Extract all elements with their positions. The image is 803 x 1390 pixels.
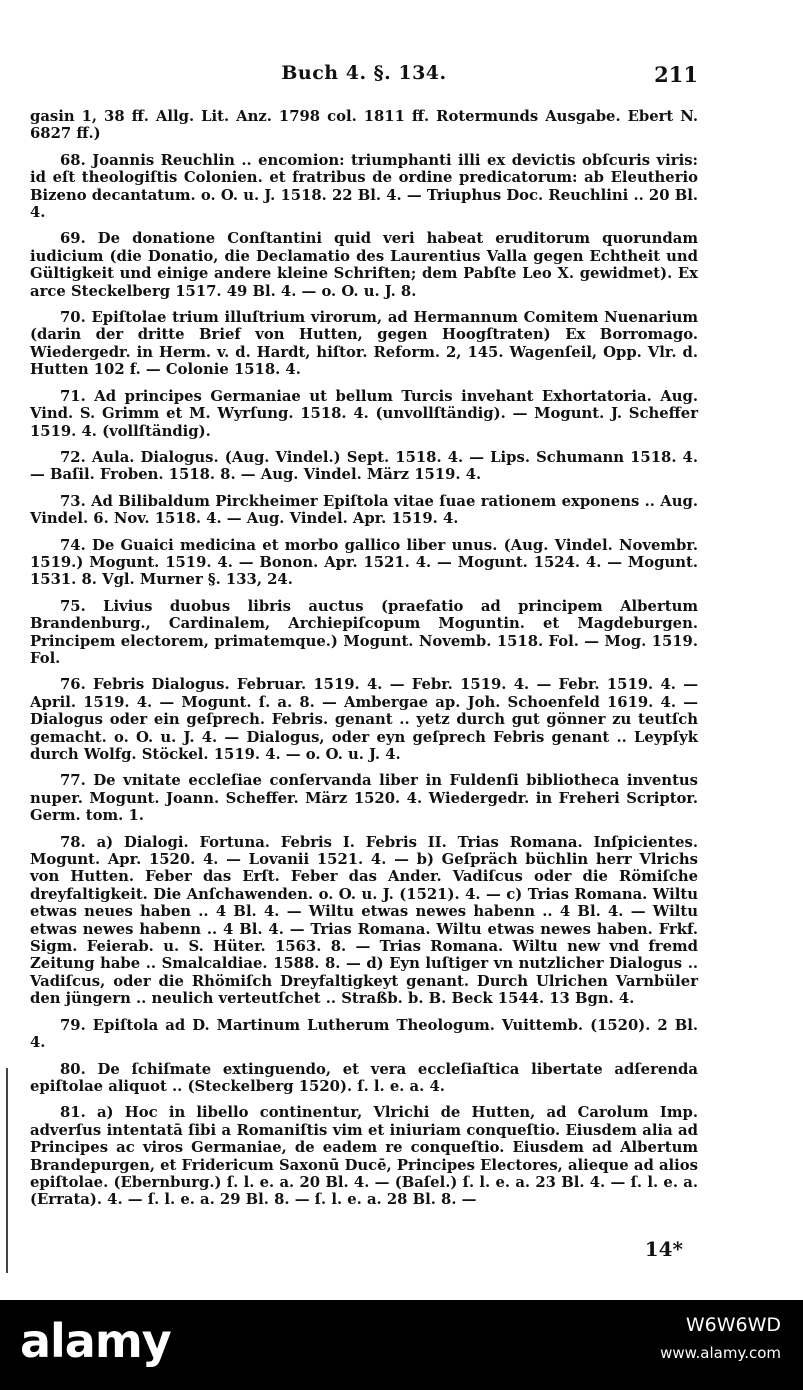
page-header — [30, 62, 698, 92]
page-edge-mark — [6, 1068, 8, 1273]
entry-76: 76. Febris Dialogus. Februar. 1519. 4. — Febr. 1519. 4. — Febr. 1519. 4. — April. 1519. 4. — Mogunt. ſ. a. 8. — Ambergae ap. Joh. Schoenfeld 1619. 4. — Dialogus oder ein geſprech. Febris. genant .. yetz durch gut gönner zu teutſch gemacht. o. O. u. J. 4. — Dialogus, oder eyn geſprech Febris genant .. Leypſyk durch Wolfg. Stöckel. 1519. 4. — o. O. u. J. 4. — [30, 676, 698, 763]
entry-71: 71. Ad principes Germaniae ut bellum Turcis invehant Exhortatoria. Aug. Vind. S. Grimm et M. Wyrſung. 1518. 4. (unvollſtändig). — Mogunt. J. Scheffer 1519. 4. (vollſtändig). — [30, 387, 698, 440]
entry-75: 75. Livius duobus libris auctus (praefatio ad principem Albertum Brandenburg., Cardinalem, Archiepiſcopum Moguntin. et Magdeburgen. Principem electorem, primatemque.) Mogunt. Novemb. 1518. Fol. — Mog. 1519. Fol. — [30, 597, 698, 667]
watermark-url: www.alamy.com — [660, 1344, 781, 1362]
watermark-banner — [0, 1300, 803, 1390]
entry-70: 70. Epiſtolae trium illuſtrium virorum, ad Hermannum Comitem Nuenarium (darin der dritte Brief von Hutten, gegen Hoogſtraten) Ex Borromago. Wiedergedr. in Herm. v. d. Hardt, hiſtor. Reform. 2, 145. Wagenſeil, Opp. Vlr. d. Hutten 102 f. — Colonie 1518. 4. — [30, 309, 698, 379]
entry-68: 68. Joannis Reuchlin .. encomion: triumphanti illi ex devictis obſcuris viris: id eſt theologiſtis Colonien. et fratribus de ordine predicatorum: ab Eleutherio Bizeno decantatum. o. O. u. J. 1518. 22 Bl. 4. — Triuphus Doc. Reuchlini .. 20 Bl. 4. — [30, 151, 698, 222]
entry-72: 72. Aula. Dialogus. (Aug. Vindel.) Sept. 1518. 4. — Lips. Schumann 1518. 4. — Baſil. Froben. 1518. 8. — Aug. Vindel. März 1519. 4. — [30, 448, 698, 484]
entry-77: 77. De vnitate eccleſiae conſervanda liber in Fuldenſi bibliotheca inventus nuper. Mogunt. Joann. Scheffer. März 1520. 4. Wiedergedr. in Freheri Scriptor. Germ. tom. 1. — [30, 772, 698, 825]
running-title: Buch 4. §. 134. — [281, 62, 447, 84]
entry-74: 74. De Guaici medicina et morbo gallico liber unus. (Aug. Vindel. Novembr. 1519.) Mogunt. 1519. 4. — Bonon. Apr. 1521. 4. — Mogunt. 1524. 4. — Mogunt. 1531. 8. Vgl. Murner §. 133, 24. — [30, 536, 698, 589]
entry-80: 80. De ſchiſmate extinguendo, et vera eccleſiaſtica libertate adſerenda epiſtolae aliquot .. (Steckelberg 1520). ſ. l. e. a. 4. — [30, 1060, 698, 1095]
entry-69: 69. De donatione Conſtantini quid veri habeat eruditorum quorundam iudicium (die Donatio, die Declamatio des Laurentius Valla gegen Echtheit und Gültigkeit und einige andere kleine Schriften; dem Pabſte Leo X. gewidmet). Ex arce Steckelberg 1517. 49 Bl. 4. — o. O. u. J. 8. — [30, 230, 698, 300]
entry-73: 73. Ad Bilibaldum Pirckheimer Epiſtola vitae ſuae rationem exponens .. Aug. Vindel. 6. Nov. 1518. 4. — Aug. Vindel. Apr. 1519. 4. — [30, 492, 698, 528]
entry-79: 79. Epiſtola ad D. Martinum Lutherum Theologum. Vuittemb. (1520). 2 Bl. 4. — [30, 1016, 698, 1052]
entry-81: 81. a) Hoc in libello continentur, Vlrichi de Hutten, ad Carolum Imp. adverſus intentatā ſibi a Romaniſtis vim et iniuriam conqueſtio. Eiusdem alia ad Principes ac viros Germaniae, de eadem re conqueſtio. Eiusdem ad Albertum Brandepurgen, et Fridericum Saxonū Ducē, Principes Electores, alieque ad alios epiſtolae. (Ebernburg.) ſ. l. e. a. 20 Bl. 4. — (Baſel.) ſ. l. e. a. 23 Bl. 4. — ſ. l. e. a. (Errata). 4. — ſ. l. e. a. 29 Bl. 8. — ſ. l. e. a. 28 Bl. 8. — — [30, 1104, 698, 1209]
image-code: W6W6WD — [685, 1314, 781, 1336]
entry-78: 78. a) Dialogi. Fortuna. Febris I. Febris II. Trias Romana. Inſpicientes. Mogunt. Apr. 1520. 4. — Lovanii 1521. 4. — b) Geſpräch büchlin herr Vlrichs von Hutten. Feber das Erſt. Feber das Ander. Vadiſcus oder die Römiſche dreyfaltigkeit. Die Anſchawenden. o. O. u. J. (1521). 4. — c) Trias Romana. Wiltu etwas neues haben .. 4 Bl. 4. — Wiltu etwas newes habenn .. 4 Bl. 4. — Wiltu etwas newes habenn .. 4 Bl. 4. — Trias Romana. Wiltu etwas newes haben. Frkf. Sigm. Feierab. u. S. Hüter. 1563. 8. — Trias Romana. Wiltu new vnd fremd Zeitung habe .. Smalcaldiae. 1588. 8. — d) Eyn luſtiger vn nutzlicher Dialogus .. Vadiſcus, oder die Rhömiſch Dreyfaltigkeyt genant. Durch Ulrichen Varnbüler den jüngern .. neulich verteutſchet .. Straßb. b. B. Beck 1544. 13 Bgn. 4. — [30, 833, 698, 1008]
entry-continuation: gasin 1, 38 ff. Allg. Lit. Anz. 1798 col. 1811 ff. Rotermunds Ausgabe. Ebert N. 6827 ff.) — [30, 108, 698, 143]
signature-mark: 14* — [644, 1237, 683, 1261]
body-text — [30, 108, 698, 1218]
page-number: 211 — [654, 62, 698, 87]
alamy-logo: alamy — [20, 1314, 171, 1368]
